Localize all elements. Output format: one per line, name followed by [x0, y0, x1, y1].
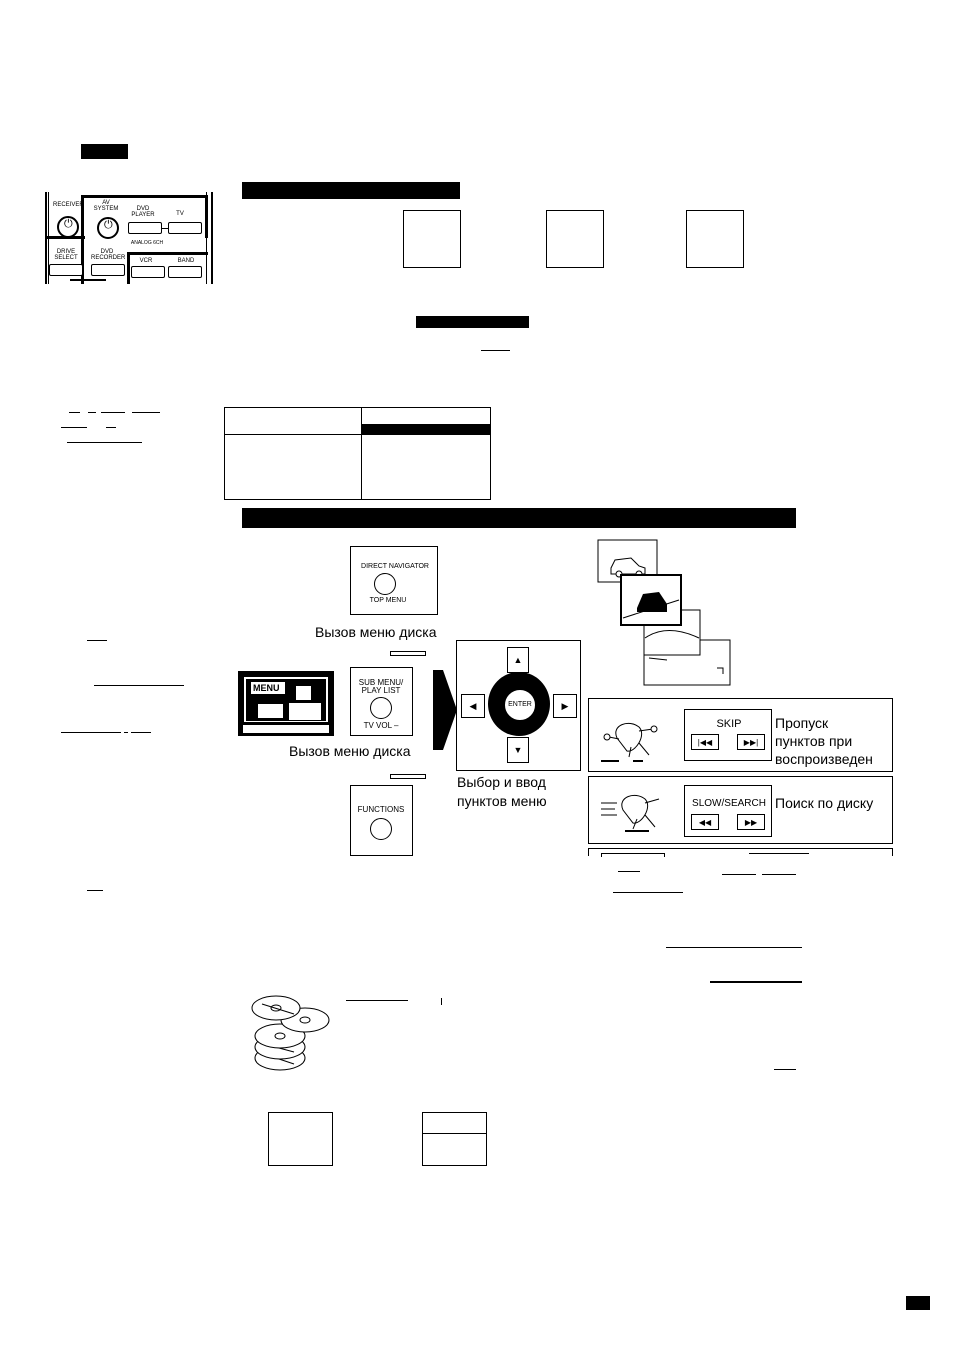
search-back-button[interactable]: ◀◀ — [691, 814, 719, 830]
dpad-panel — [456, 640, 581, 771]
dvd-recorder-label: DVD RECORDER — [91, 249, 126, 261]
direct-navigator-panel — [350, 546, 438, 615]
skip-text-line3: воспроизведен — [775, 751, 873, 767]
screen-menu-box: MENU — [250, 681, 286, 695]
disc-stack-icon — [250, 994, 332, 1074]
right-button[interactable]: ▶ — [553, 694, 577, 718]
dvd-player-label: DVD PLAYER — [131, 206, 155, 218]
up-button[interactable]: ▲ — [507, 647, 529, 673]
receiver-power-icon: ⏻ — [64, 218, 73, 230]
skip-forward-button[interactable]: ▶▶| — [737, 734, 765, 750]
dpad-caption-line1: Выбор и ввод — [457, 774, 546, 790]
underline-mark — [481, 350, 510, 351]
top-menu-label: TOP MENU — [369, 597, 407, 604]
vcr-label: VCR — [139, 258, 153, 264]
info-table — [224, 407, 491, 500]
running-figure-icon — [599, 713, 659, 763]
tv-screen — [238, 671, 334, 736]
section-bar-1 — [242, 182, 460, 199]
play-list-button[interactable] — [370, 697, 392, 719]
tv-button[interactable] — [168, 222, 202, 234]
enter-label: ENTER — [508, 701, 532, 708]
av-system-label: AV SYSTEM — [93, 200, 119, 212]
top-menu-caption: Вызов меню диска — [315, 624, 437, 640]
cropped-panel — [588, 848, 893, 856]
skip-back-button[interactable]: |◀◀ — [691, 734, 719, 750]
skip-panel — [588, 698, 893, 772]
skip-text-line2: пунктов при — [775, 733, 853, 749]
dvd-recorder-button[interactable] — [91, 264, 125, 276]
receiver-label: RECEIVER — [53, 202, 84, 208]
tv-label: TV — [176, 211, 184, 217]
direct-navigator-label: DIRECT NAVIGATOR — [361, 563, 429, 570]
section-bar-2 — [242, 508, 796, 528]
left-button[interactable]: ◀ — [461, 694, 485, 718]
band-button[interactable] — [168, 266, 202, 278]
page-number-tab — [906, 1296, 930, 1310]
skip-text-line1: Пропуск — [775, 715, 829, 731]
empty-box-1 — [403, 210, 461, 268]
skip-label: SKIP — [716, 718, 742, 730]
search-text: Поиск по диску — [775, 795, 874, 811]
slow-search-label: SLOW/SEARCH — [692, 798, 766, 809]
running-figure-fast-icon — [599, 785, 663, 835]
highlight-bar — [416, 316, 529, 328]
skip-button-panel — [684, 709, 772, 761]
slow-search-button-panel — [684, 785, 772, 837]
top-menu-button[interactable] — [374, 573, 396, 595]
tv-vol-label: TV VOL – — [363, 721, 399, 730]
drive-select-label: DRIVE SELECT — [54, 249, 78, 261]
sub-menu-panel — [350, 667, 413, 736]
search-panel — [588, 776, 893, 844]
big-arrow-icon — [433, 670, 457, 750]
av-system-power-icon: ⏻ — [104, 219, 113, 231]
bottom-box-1 — [268, 1112, 333, 1166]
vcr-button[interactable] — [131, 266, 165, 278]
down-button[interactable]: ▼ — [507, 737, 529, 763]
drive-select-button[interactable] — [49, 264, 83, 276]
functions-button[interactable] — [370, 818, 392, 840]
dpad-caption-line2: пунктов меню — [457, 793, 547, 809]
band-label: BAND — [177, 258, 195, 264]
bottom-box-2 — [422, 1112, 487, 1166]
empty-box-3 — [686, 210, 744, 268]
analog-label: ANALOG 6CH — [130, 240, 164, 246]
functions-label: FUNCTIONS — [357, 805, 405, 814]
functions-panel — [350, 785, 413, 856]
search-forward-button[interactable]: ▶▶ — [737, 814, 765, 830]
remote-illustration — [45, 192, 213, 284]
picture-stack-icon — [597, 538, 733, 688]
play-list-label: PLAY LIST — [361, 686, 401, 695]
header-tab — [81, 144, 128, 159]
empty-box-2 — [546, 210, 604, 268]
dvd-player-button[interactable] — [128, 222, 162, 234]
sub-menu-caption: Вызов меню диска — [289, 743, 411, 759]
sub-menu-label: SUB MENU/ — [358, 678, 404, 687]
